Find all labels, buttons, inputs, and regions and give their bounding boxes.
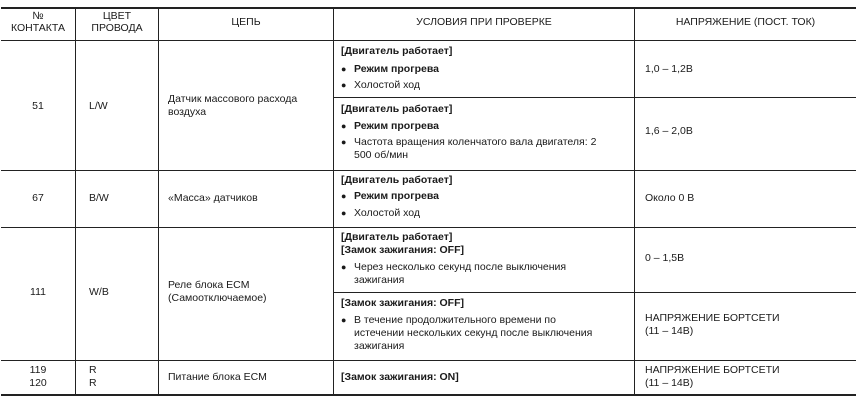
row-51-cond2-bullet2-line2: 500 об/мин (354, 149, 409, 161)
row-119-circuit: Питание блока ECM (168, 371, 267, 383)
row-111-cond1-bullet1-line1: ● Через несколько секунд после выключения (354, 261, 567, 273)
row-67-circuit: «Масса» датчиков (168, 192, 258, 204)
row-119-value (645, 364, 780, 390)
header-pin-no-line1: № (32, 10, 44, 22)
row-111-pin: 111 (30, 286, 46, 298)
col-rule-2 (158, 8, 159, 395)
header-wire-color (76, 10, 158, 34)
row-111-bottom-rule (1, 360, 856, 361)
row-119-value-line2: (11 – 14В) (645, 377, 694, 389)
row-119-wire-line2: R (89, 377, 97, 389)
row-111-cond2-value-line1: НАПРЯЖЕНИЕ БОРТСЕТИ (645, 312, 780, 324)
row-111-cond1-head1: [Двигатель работает] (341, 231, 453, 243)
row-119-pin-line2: 120 (29, 377, 47, 389)
row-51-cond2-bullet1: ● Режим прогрева (354, 120, 439, 133)
row-67-pin: 67 (32, 192, 44, 204)
col-rule-1 (75, 8, 76, 395)
row-51-cond2-bullet2-line1: ● Частота вращения коленчатого вала двигателя: 2 (354, 136, 597, 148)
col-rule-3 (333, 8, 334, 395)
row-119-pin (1, 364, 75, 390)
row-111-cond2-bullet1-line2: истечении нескольких секунд после выключения (354, 327, 593, 339)
row-51-split-rule (333, 97, 856, 98)
row-111-cond2-bullet1-line3: зажигания (354, 340, 405, 352)
row-67-cond-head: [Двигатель работает] (341, 174, 453, 186)
row-111-cond2-head: [Замок зажигания: OFF] (341, 297, 464, 309)
row-67-cond-bullet1: ● Режим прогрева (354, 190, 439, 203)
row-111-cond1-bullet1 (354, 261, 566, 287)
row-111-cond2-bullet1-line1: ● В течение продолжительного времени по (354, 314, 556, 326)
row-111-circuit-line1: Реле блока ECM (168, 279, 250, 291)
header-pin-no (1, 10, 75, 34)
row-51-cond2-bullet2 (354, 136, 596, 162)
row-111-circuit-line2: (Самоотключаемое) (168, 292, 267, 304)
col-rule-4 (634, 8, 635, 395)
row-67-bottom-rule (1, 227, 856, 228)
row-119-cond-head: [Замок зажигания: ON] (341, 371, 459, 383)
header-circuit: ЦЕПЬ (231, 16, 261, 28)
header-conditions: УСЛОВИЯ ПРИ ПРОВЕРКЕ (416, 16, 552, 28)
row-51-circuit-line1: Датчик массового расхода (168, 93, 298, 105)
row-111-cond2-value (645, 312, 780, 338)
row-51-cond1-bullet2: ● Холостой ход (354, 79, 420, 92)
header-bottom-rule (1, 40, 856, 41)
header-pin-no-line2: КОНТАКТА (10, 22, 65, 34)
row-51-cond2-value: 1,6 – 2,0В (645, 125, 693, 137)
row-51-cond2-head: [Двигатель работает] (341, 103, 453, 115)
row-51-cond1-bullet1: ● Режим прогрева (354, 63, 439, 76)
row-111-cond2-value-line2: (11 – 14В) (645, 325, 694, 337)
row-67-cond-bullet2: ● Холостой ход (354, 207, 420, 220)
row-51-bottom-rule (1, 170, 856, 171)
row-111-cond1-bullet1-line2: зажигания (354, 274, 405, 286)
row-51-circuit-line2: воздуха (168, 106, 207, 118)
table-bottom-border (1, 394, 856, 396)
row-111-cond1-value: 0 – 1,5В (645, 252, 685, 264)
row-111-circuit (168, 279, 267, 305)
header-wire-line1: ЦВЕТ (102, 10, 132, 22)
header-wire-line2: ПРОВОДА (91, 22, 143, 34)
table-top-border (1, 7, 856, 9)
row-51-pin: 51 (32, 100, 44, 112)
row-119-wire (89, 364, 97, 390)
row-51-cond1-value: 1,0 – 1,2В (645, 63, 693, 75)
row-51-wire: L/W (89, 100, 108, 112)
row-119-value-line1: НАПРЯЖЕНИЕ БОРТСЕТИ (645, 364, 780, 376)
row-111-wire: W/B (89, 286, 109, 298)
header-voltage: НАПРЯЖЕНИЕ (ПОСТ. ТОК) (675, 16, 816, 28)
row-51-cond1-head: [Двигатель работает] (341, 45, 453, 57)
row-51-circuit (168, 93, 297, 119)
row-67-value: Около 0 В (645, 192, 695, 204)
row-119-wire-line1: R (89, 364, 97, 376)
row-111-cond2-bullet1 (354, 314, 592, 353)
row-119-pin-line1: 119 (29, 364, 47, 376)
row-67-wire: B/W (89, 192, 109, 204)
row-111-cond1-head2: [Замок зажигания: OFF] (341, 244, 464, 256)
row-111-split-rule (333, 292, 856, 293)
